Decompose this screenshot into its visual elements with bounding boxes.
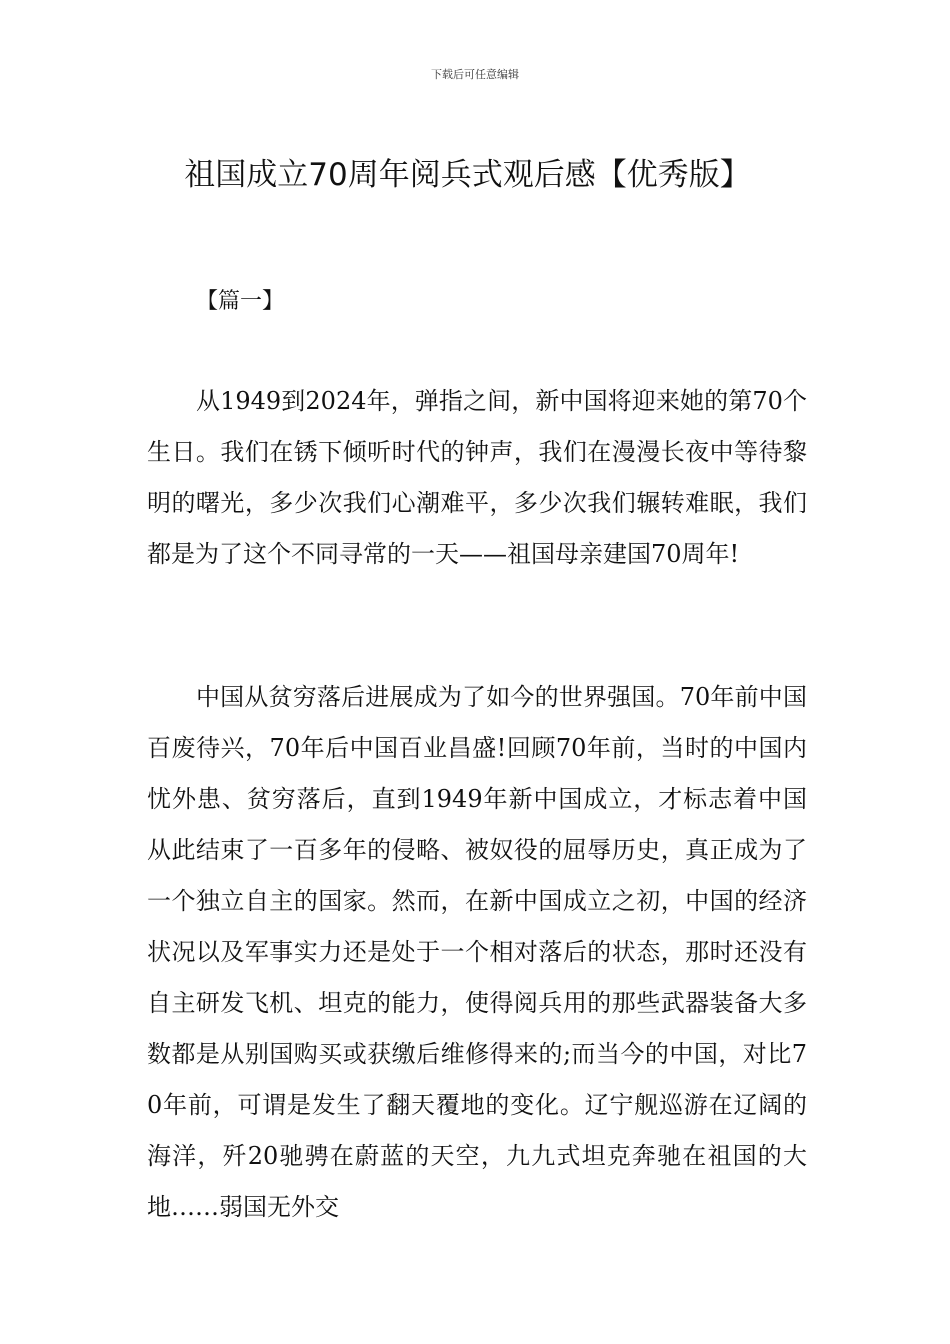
section-label: 【篇一】: [196, 289, 285, 314]
header-note: 下载后可任意编辑: [431, 68, 519, 81]
paragraph: 从1949到2024年，弹指之间，新中国将迎来她的第70个生日。我们在锈下倾听时代的钟声，我们在漫漫长夜中等待黎明的曙光，多少次我们心潮难平，多少次我们辗转难眠，我们都是为了这个不同寻常的一天——祖国母亲建国70周年!: [147, 387, 807, 568]
document-title: 祖国成立70周年阅兵式观后感【优秀版】: [184, 156, 751, 193]
paragraph: 中国从贫穷落后进展成为了如今的世界强国。70年前中国百废待兴，70年后中国百业昌盛!回顾70年前，当时的中国内忧外患、贫穷落后，直到1949年新中国成立，才标志着中国从此结束了一百多年的侵略、被奴役的屈辱历史，真正成为了一个独立自主的国家。然而，在新中国成立之初，中国的经济状况以及军事实力还是处于一个相对落后的状态，那时还没有自主研发飞机、坦克的能力，使得阅兵用的那些武器装备大多数都是从别国购买或获缴后维修得来的;而当今的中国，对比70年前，可谓是发生了翻天覆地的变化。辽宁舰巡游在辽阔的海洋，歼20驰骋在蔚蓝的天空，九九式坦克奔驰在祖国的大地……弱国无外交: [147, 683, 807, 1221]
